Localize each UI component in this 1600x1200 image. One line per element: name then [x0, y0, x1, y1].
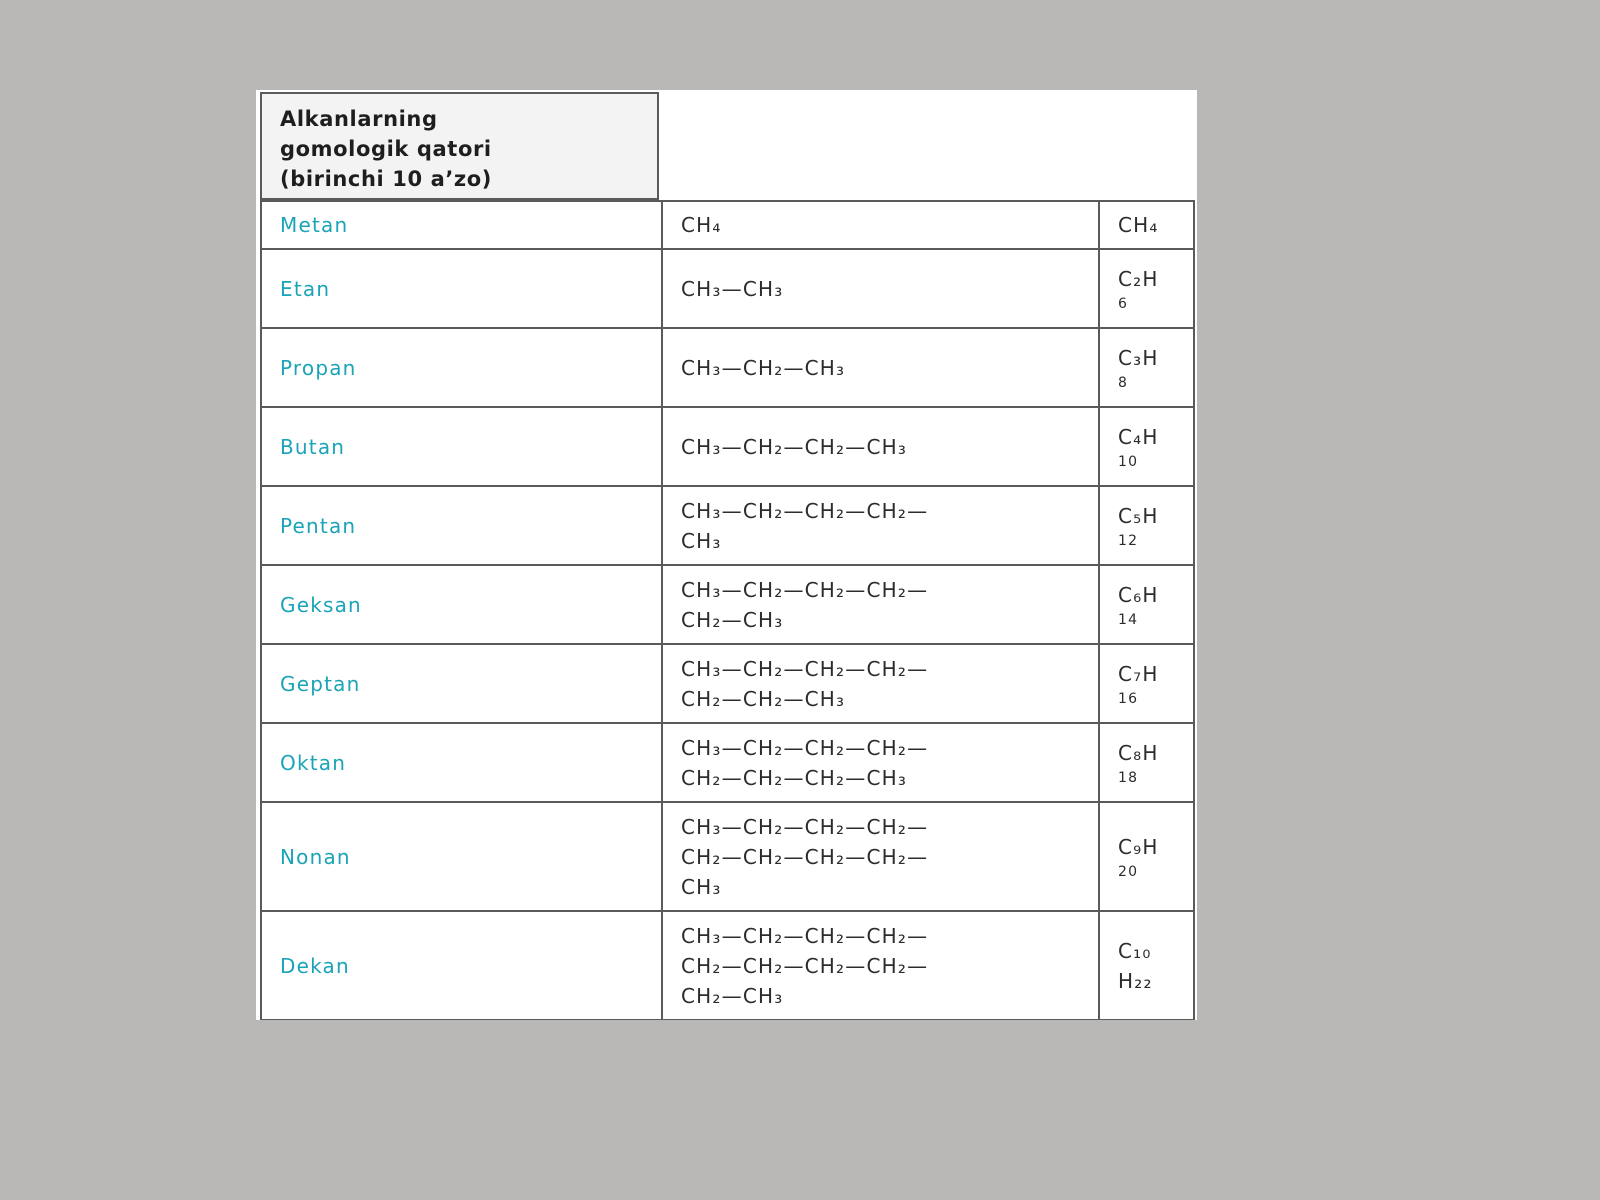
molecular-formula	[1099, 201, 1194, 249]
molecular-formula-line: 14	[1118, 611, 1139, 628]
table-row	[261, 486, 1194, 565]
molecular-formula-line: C₄H	[1118, 424, 1159, 449]
molecular-formula-line: C₁₀	[1118, 938, 1152, 963]
title-line: (birinchi 10 a’zo)	[280, 167, 492, 191]
molecular-formula-line: C₃H	[1118, 345, 1159, 370]
formula-line: CH₂—CH₂—CH₂—CH₃	[681, 765, 908, 790]
structural-formula	[662, 644, 1099, 723]
formula-line: CH₂—CH₂—CH₂—CH₂—	[681, 844, 929, 869]
structural-formula	[662, 486, 1099, 565]
molecular-formula-line: 18	[1118, 769, 1139, 786]
formula-line: CH₃—CH₂—CH₂—CH₂—	[681, 923, 929, 948]
alkane-name: Butan	[261, 407, 662, 486]
alkane-name: Etan	[261, 249, 662, 328]
molecular-formula-line: 8	[1118, 374, 1129, 391]
structural-formula	[662, 249, 1099, 328]
table-row	[261, 802, 1194, 911]
alkane-name: Pentan	[261, 486, 662, 565]
molecular-formula-line: 10	[1118, 453, 1139, 470]
title-line: gomologik qatori	[280, 137, 492, 161]
formula-line: CH₂—CH₂—CH₂—CH₂—	[681, 953, 929, 978]
molecular-formula-line: C₇H	[1118, 661, 1159, 686]
table-row	[261, 249, 1194, 328]
molecular-formula-line: C₈H	[1118, 740, 1159, 765]
alkane-name: Oktan	[261, 723, 662, 802]
structural-formula	[662, 802, 1099, 911]
molecular-formula	[1099, 565, 1194, 644]
molecular-formula	[1099, 802, 1194, 911]
formula-line: CH₃	[681, 528, 722, 553]
structural-formula	[662, 201, 1099, 249]
molecular-formula	[1099, 644, 1194, 723]
alkane-name: Geksan	[261, 565, 662, 644]
formula-line: CH₃	[681, 874, 722, 899]
table-row	[261, 328, 1194, 407]
molecular-formula-line: 16	[1118, 690, 1139, 707]
alkane-name: Geptan	[261, 644, 662, 723]
molecular-formula-line: CH₄	[1118, 213, 1159, 237]
formula-line: CH₃—CH₂—CH₂—CH₃	[681, 434, 908, 459]
molecular-formula-line: 6	[1118, 295, 1129, 312]
molecular-formula	[1099, 723, 1194, 802]
alkane-name: Metan	[261, 201, 662, 249]
molecular-formula-line: C₅H	[1118, 503, 1159, 528]
alkane-name: Dekan	[261, 911, 662, 1020]
structural-formula	[662, 565, 1099, 644]
formula-line: CH₃—CH₂—CH₂—CH₂—	[681, 656, 929, 681]
formula-line: CH₄	[681, 213, 722, 237]
molecular-formula-line: C₆H	[1118, 582, 1159, 607]
formula-line: CH₃—CH₂—CH₂—CH₂—	[681, 735, 929, 760]
formula-line: CH₂—CH₃	[681, 607, 784, 632]
formula-line: CH₃—CH₂—CH₂—CH₂—	[681, 498, 929, 523]
formula-line: CH₃—CH₂—CH₃	[681, 355, 846, 380]
formula-line: CH₃—CH₂—CH₂—CH₂—	[681, 577, 929, 602]
molecular-formula-line: C₉H	[1118, 834, 1159, 859]
table-title	[260, 92, 659, 200]
alkane-name: Propan	[261, 328, 662, 407]
molecular-formula-line: 12	[1118, 532, 1139, 549]
molecular-formula	[1099, 249, 1194, 328]
table-row	[261, 565, 1194, 644]
document-page	[256, 90, 1197, 1020]
alkane-table	[260, 200, 1195, 1020]
alkane-name: Nonan	[261, 802, 662, 911]
molecular-formula	[1099, 328, 1194, 407]
formula-line: CH₃—CH₂—CH₂—CH₂—	[681, 814, 929, 839]
table-row	[261, 723, 1194, 802]
molecular-formula	[1099, 911, 1194, 1020]
table-row	[261, 201, 1194, 249]
table-row	[261, 644, 1194, 723]
formula-line: CH₃—CH₃	[681, 276, 784, 301]
molecular-formula	[1099, 486, 1194, 565]
structural-formula	[662, 407, 1099, 486]
title-line: Alkanlarning	[280, 107, 438, 131]
molecular-formula-line: C₂H	[1118, 266, 1159, 291]
table-row	[261, 407, 1194, 486]
formula-line: CH₂—CH₃	[681, 983, 784, 1008]
table-row	[261, 911, 1194, 1020]
molecular-formula-line: H₂₂	[1118, 968, 1153, 993]
molecular-formula	[1099, 407, 1194, 486]
structural-formula	[662, 911, 1099, 1020]
formula-line: CH₂—CH₂—CH₃	[681, 686, 846, 711]
structural-formula	[662, 328, 1099, 407]
structural-formula	[662, 723, 1099, 802]
molecular-formula-line: 20	[1118, 863, 1139, 880]
